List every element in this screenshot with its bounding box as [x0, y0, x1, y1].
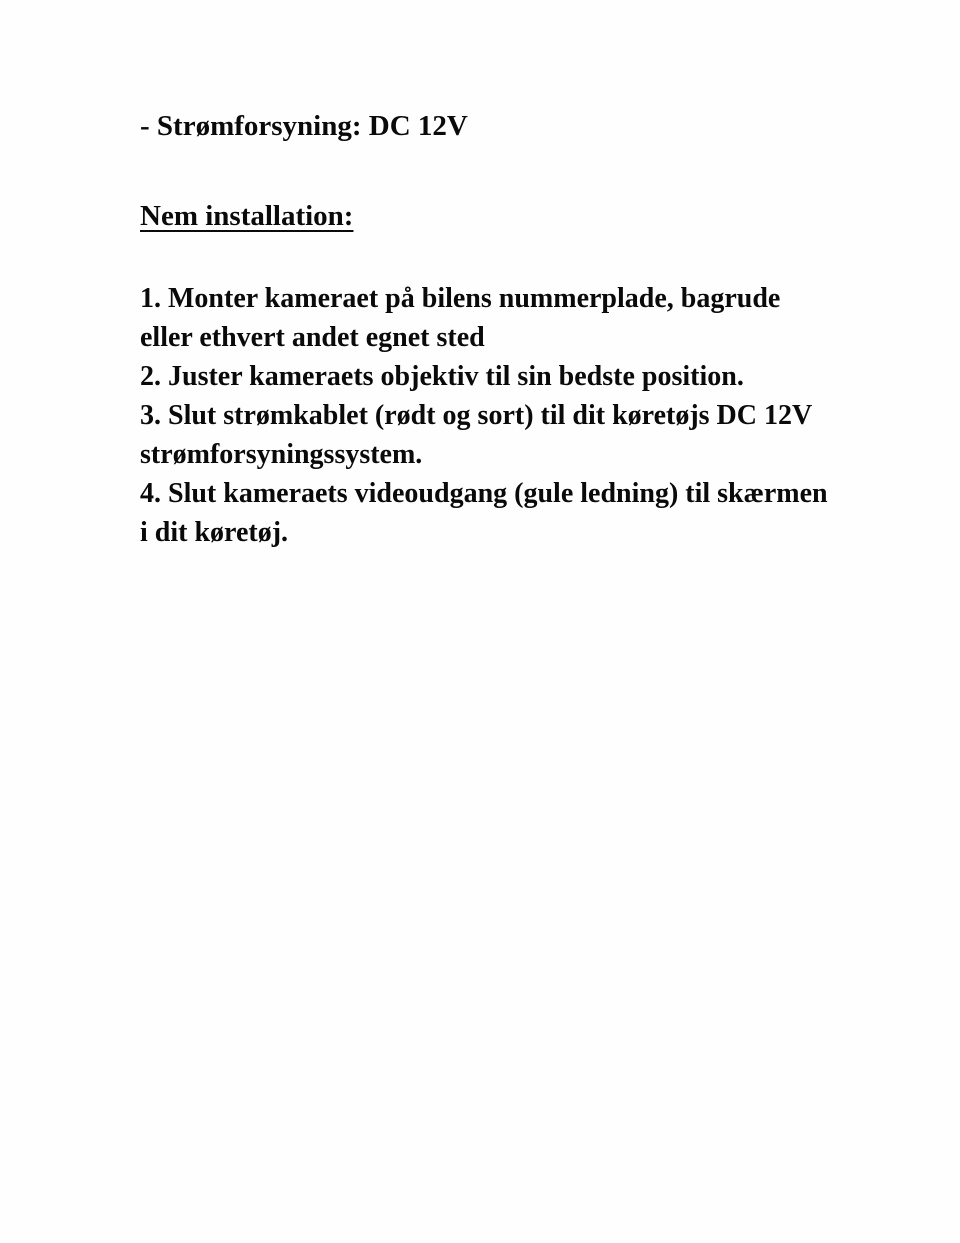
power-supply-spec-line: - Strømforsyning: DC 12V: [140, 110, 468, 142]
installation-step-4: 4. Slut kameraets videoudgang (gule ledning) til skærmen i dit køretøj.: [140, 478, 828, 549]
installation-steps: [140, 279, 830, 552]
installation-heading: Nem installation:: [140, 199, 354, 232]
installation-step-1: 1. Monter kameraet på bilens nummerplade, bagrude eller ethvert andet egnet sted: [140, 283, 781, 354]
installation-step-3: 3. Slut strømkablet (rødt og sort) til dit køretøjs DC 12V strømforsyningssystem.: [140, 400, 812, 471]
installation-step-2: 2. Juster kameraets objektiv til sin bedste position.: [140, 361, 744, 393]
